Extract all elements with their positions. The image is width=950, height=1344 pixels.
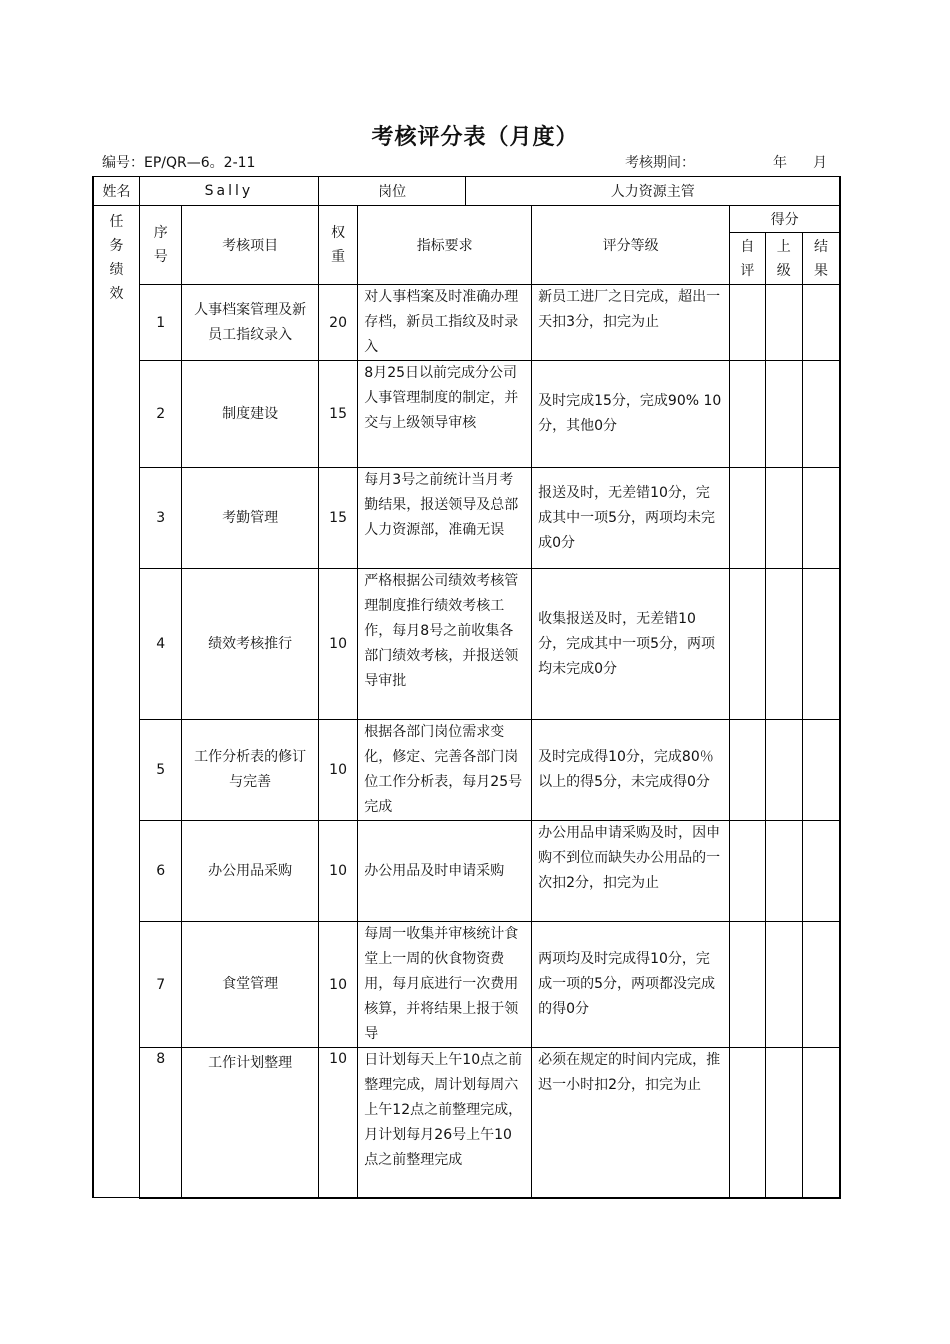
row-requirement: 根据各部门岗位需求变化，修定、完善各部门岗位工作分析表，每月25号完成	[358, 720, 532, 821]
row-superior-score	[765, 1048, 802, 1198]
row-result-score	[802, 569, 840, 720]
name-value: Sally	[139, 177, 318, 206]
col-index: 序 号	[139, 206, 181, 285]
row-superior-score	[765, 285, 802, 361]
row-superior-score	[765, 468, 802, 569]
row-self-score	[730, 468, 765, 569]
period-label: 考核期间：	[625, 155, 695, 171]
row-weight: 10	[318, 720, 357, 821]
row-requirement: 办公用品及时申请采购	[358, 821, 532, 922]
row-index: 5	[139, 720, 181, 821]
table-row	[93, 468, 840, 569]
period-month: 月	[813, 155, 827, 171]
row-index: 4	[139, 569, 181, 720]
table-row	[93, 361, 840, 468]
row-weight: 10	[318, 922, 357, 1048]
row-requirement: 每月3号之前统计当月考勤结果，报送领导及总部人力资源部，准确无误	[358, 468, 532, 569]
row-grading: 收集报送及时，无差错10分，完成其中一项5分，两项均未完成0分	[532, 569, 730, 720]
row-result-score	[802, 468, 840, 569]
row-result-score	[802, 361, 840, 468]
table-row	[93, 720, 840, 821]
row-index: 8	[139, 1048, 181, 1198]
row-grading: 新员工进厂之日完成，超出一天扣3分，扣完为止	[532, 285, 730, 361]
row-item: 绩效考核推行	[182, 569, 318, 720]
row-requirement: 8月25日以前完成分公司人事管理制度的制定，并交与上级领导审核	[358, 361, 532, 468]
position-label: 岗位	[318, 177, 466, 206]
row-grading: 及时完成15分，完成90% 10分，其他0分	[532, 361, 730, 468]
row-index: 3	[139, 468, 181, 569]
section-task-performance: 任 务 绩 效	[93, 206, 139, 1198]
row-index: 7	[139, 922, 181, 1048]
row-result-score	[802, 285, 840, 361]
form-title: 考核评分表（月度）	[371, 125, 579, 150]
row-requirement: 每周一收集并审核统计食堂上一周的伙食物资费用，每月底进行一次费用核算，并将结果上报于领导	[358, 922, 532, 1048]
row-requirement: 严格根据公司绩效考核管理制度推行绩效考核工作，每月8号之前收集各部门绩效考核，并报送领导审批	[358, 569, 532, 720]
column-header-row-1	[93, 206, 840, 233]
row-self-score	[730, 720, 765, 821]
row-superior-score	[765, 821, 802, 922]
row-item: 制度建设	[182, 361, 318, 468]
col-grading: 评分等级	[532, 206, 730, 285]
row-self-score	[730, 922, 765, 1048]
row-weight: 15	[318, 361, 357, 468]
period-year: 年	[773, 155, 787, 171]
row-superior-score	[765, 569, 802, 720]
col-superior: 上 级	[765, 233, 802, 285]
row-item: 食堂管理	[182, 922, 318, 1048]
row-weight: 10	[318, 1048, 357, 1198]
row-requirement: 日计划每天上午10点之前整理完成，周计划每周六上午12点之前整理完成，月计划每月26号上午10点之前整理完成	[358, 1048, 532, 1198]
table-row	[93, 285, 840, 361]
row-self-score	[730, 821, 765, 922]
col-score: 得分	[730, 206, 840, 233]
table-row	[93, 1048, 840, 1198]
row-grading: 两项均及时完成得10分，完成一项的5分，两项都没完成的得0分	[532, 922, 730, 1048]
col-self: 自 评	[730, 233, 765, 285]
col-requirement: 指标要求	[358, 206, 532, 285]
row-index: 1	[139, 285, 181, 361]
row-index: 2	[139, 361, 181, 468]
row-weight: 15	[318, 468, 357, 569]
row-item: 考勤管理	[182, 468, 318, 569]
row-grading: 办公用品申请采购及时，因申购不到位而缺失办公用品的一次扣2分，扣完为止	[532, 821, 730, 922]
row-item: 工作计划整理	[182, 1048, 318, 1198]
row-grading: 报送及时，无差错10分，完成其中一项5分，两项均未完成0分	[532, 468, 730, 569]
row-result-score	[802, 922, 840, 1048]
row-self-score	[730, 569, 765, 720]
assessment-table	[92, 176, 841, 1199]
col-item: 考核项目	[182, 206, 318, 285]
row-item: 办公用品采购	[182, 821, 318, 922]
position-value: 人力资源主管	[466, 177, 840, 206]
row-weight: 20	[318, 285, 357, 361]
row-grading: 及时完成得10分，完成80％以上的得5分，未完成得0分	[532, 720, 730, 821]
table-row	[93, 821, 840, 922]
row-result-score	[802, 821, 840, 922]
row-item: 人事档案管理及新员工指纹录入	[182, 285, 318, 361]
table-row	[93, 922, 840, 1048]
row-superior-score	[765, 922, 802, 1048]
row-self-score	[730, 285, 765, 361]
assessment-period	[625, 152, 827, 172]
col-weight: 权 重	[318, 206, 357, 285]
row-superior-score	[765, 361, 802, 468]
row-index: 6	[139, 821, 181, 922]
header-row	[93, 177, 840, 206]
table-row	[93, 569, 840, 720]
row-weight: 10	[318, 821, 357, 922]
row-self-score	[730, 1048, 765, 1198]
row-self-score	[730, 361, 765, 468]
row-grading: 必须在规定的时间内完成，推迟一小时扣2分，扣完为止	[532, 1048, 730, 1198]
row-item: 工作分析表的修订与完善	[182, 720, 318, 821]
col-result: 结 果	[802, 233, 840, 285]
row-weight: 10	[318, 569, 357, 720]
row-result-score	[802, 1048, 840, 1198]
row-superior-score	[765, 720, 802, 821]
row-result-score	[802, 720, 840, 821]
doc-number: 编号：EP/QR—6。2-11	[102, 155, 256, 171]
row-requirement: 对人事档案及时准确办理存档，新员工指纹及时录入	[358, 285, 532, 361]
name-label: 姓名	[93, 177, 139, 206]
